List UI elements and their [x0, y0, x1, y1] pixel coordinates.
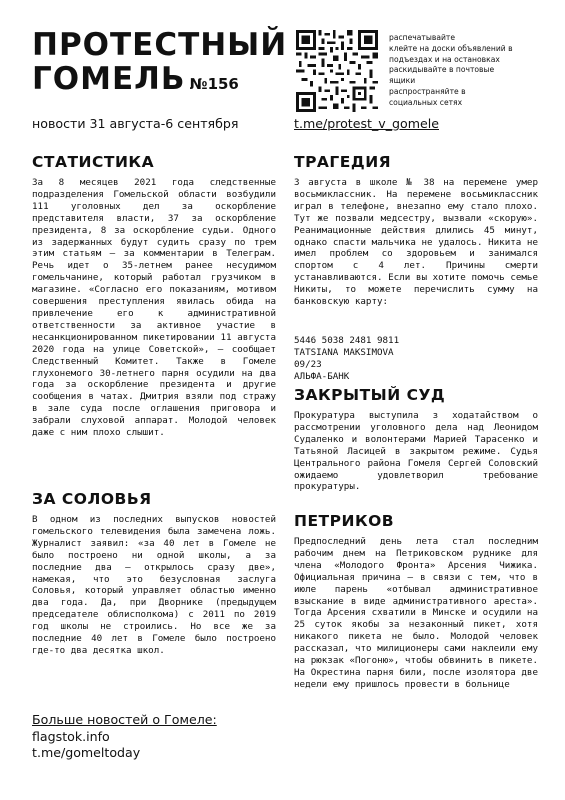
- tagline-line: раскидывайте в почтовые: [389, 65, 495, 75]
- title-line-1: ПРОТЕСТНЫЙ: [32, 27, 288, 63]
- title-line-2: [32, 62, 287, 101]
- bank-name: АЛЬФА-БАНК: [294, 370, 350, 382]
- closed-court-heading: ЗАКРЫТЫЙ СУД: [294, 386, 446, 404]
- masthead-title: [32, 28, 287, 101]
- tagline-line: распечатывайте: [389, 33, 456, 42]
- distribution-instructions: [389, 33, 549, 109]
- bank-card-details: [294, 335, 538, 383]
- telegram-link[interactable]: t.me/protest_v_gomele: [294, 116, 439, 131]
- petrikov-text: Предпоследний день лета стал последним рабочим днем на Петриковском руднике для члена «Молодого Фронта» Арсения Чижика. Официальная причина — в связи с тем, что в июле парень «отбывал административное взыскание в виде административного ареста». Тогда Арсения схватили в Минске и осудили на 25 суток якобы за незаконный пикет, хотя никакого пикета не было. Молодой человек рассказал, что милиционеры сами наклеили ему на рюкзак «Погоню», чтобы обвинить в пикете. На Окрестина парня били, после изолятора две недели ему пришлось провести в больнице: [294, 536, 538, 690]
- site-link-flagstok[interactable]: flagstok.info: [32, 728, 110, 744]
- card-number: 5446 5038 2481 9811: [294, 335, 400, 346]
- tagline-line: подъездах и на остановках: [389, 54, 500, 64]
- statistics-text: За 8 месяцев 2021 года следственные подразделения Гомельской области возбудили 111 уголовных дел за оскорбление представителя власти, 37 за оскорбление президента, 8 за оскорбление судьи. Одного из задержанных будут судить сразу по трем этим статьям — за комментарии в Телеграм. Речь идет о 35-летнем ранее несудимом гомельчанине, который работал грузчиком в магазине. «Согласно его показаниям, мотивом совершения преступления явилась обида на привлечение его к административной ответственности за активное участие в несанкционированном пикетировании 11 августа 2020 года на улице Советской», — сообщает Следственный Комитет. Также в Гомеле глухонемого 30-летнего парня осудили на два года за оскорбление президента и другие сообщения в чатах. Дмитрия взяли под стражу в зале суда после оглашения приговора и забрали слуховой аппарат. Молодой человек даже с ним плохо слышит.: [32, 177, 276, 439]
- tagline-line: ящики: [389, 76, 416, 86]
- card-holder: TATSIANA MAKSIMOVA: [294, 346, 394, 358]
- more-news-label: Больше новостей о Гомеле:: [32, 712, 217, 727]
- footer-links: [32, 712, 217, 762]
- tragedy-text: 3 августа в школе № 38 на перемене умер восьмиклассник. На перемене восьмиклассник играл в телефоне, внезапно ему стало плохо. Тут же позвали медсестру, вызвали «скорую». Реанимационные действия длились 45 минут, однако спасти мальчика не удалось. Никита не имел проблем со здоровьем и занимался спортом с 4 лет. Причины смерти устанавливаются. Если вы хотите помочь семье Никиты, то можете перечислить сумму на банковскую карту:: [294, 177, 538, 308]
- statistics-heading: СТАТИСТИКА: [32, 153, 155, 171]
- solovey-heading: ЗА СОЛОВЬЯ: [32, 490, 152, 508]
- title-line-2-text: ГОМЕЛЬ: [32, 61, 186, 97]
- solovey-text: В одном из последних выпусков новостей гомельского телевидения была замечена ложь. Журналист заявил: «за 40 лет в Гомеле не было построено ни одной школы, а за последние два — открылось сразу две», намекая, что это безусловная заслуга Соловья, который управляет областью именно два года. Да, при Дворнике (предыдущем председателе облисполкома) с 2011 по 2019 год школы не строились. Но все же за последние 40 лет в Гомеле было построено где-то два десятка школ.: [32, 514, 276, 656]
- tagline-line: клейте на доски объявлений в: [389, 43, 513, 53]
- closed-court-text: Прокуратура выступила з ходатайством о рассмотрении уголовного дела над Леонидом Судаленко и волонтерами Марией Тарасенко и Татьяной Ласицей в закрытом режиме. Судья Центрального района Гомеля Сергей Соловский ожидаемо удовлетворил требование прокуратуры.: [294, 410, 538, 493]
- card-expiry: 09/23: [294, 358, 322, 370]
- tagline-line: распространяйте в: [389, 86, 466, 96]
- issue-number: №156: [189, 75, 239, 93]
- tragedy-heading: ТРАГЕДИЯ: [294, 153, 392, 171]
- site-link-gomeltoday[interactable]: t.me/gomeltoday: [32, 745, 141, 760]
- qr-code-icon: [296, 30, 378, 112]
- petrikov-heading: ПЕТРИКОВ: [294, 512, 395, 530]
- issue-dates: новости 31 августа-6 сентября: [32, 116, 239, 131]
- tagline-line: социальных сетях: [389, 97, 463, 107]
